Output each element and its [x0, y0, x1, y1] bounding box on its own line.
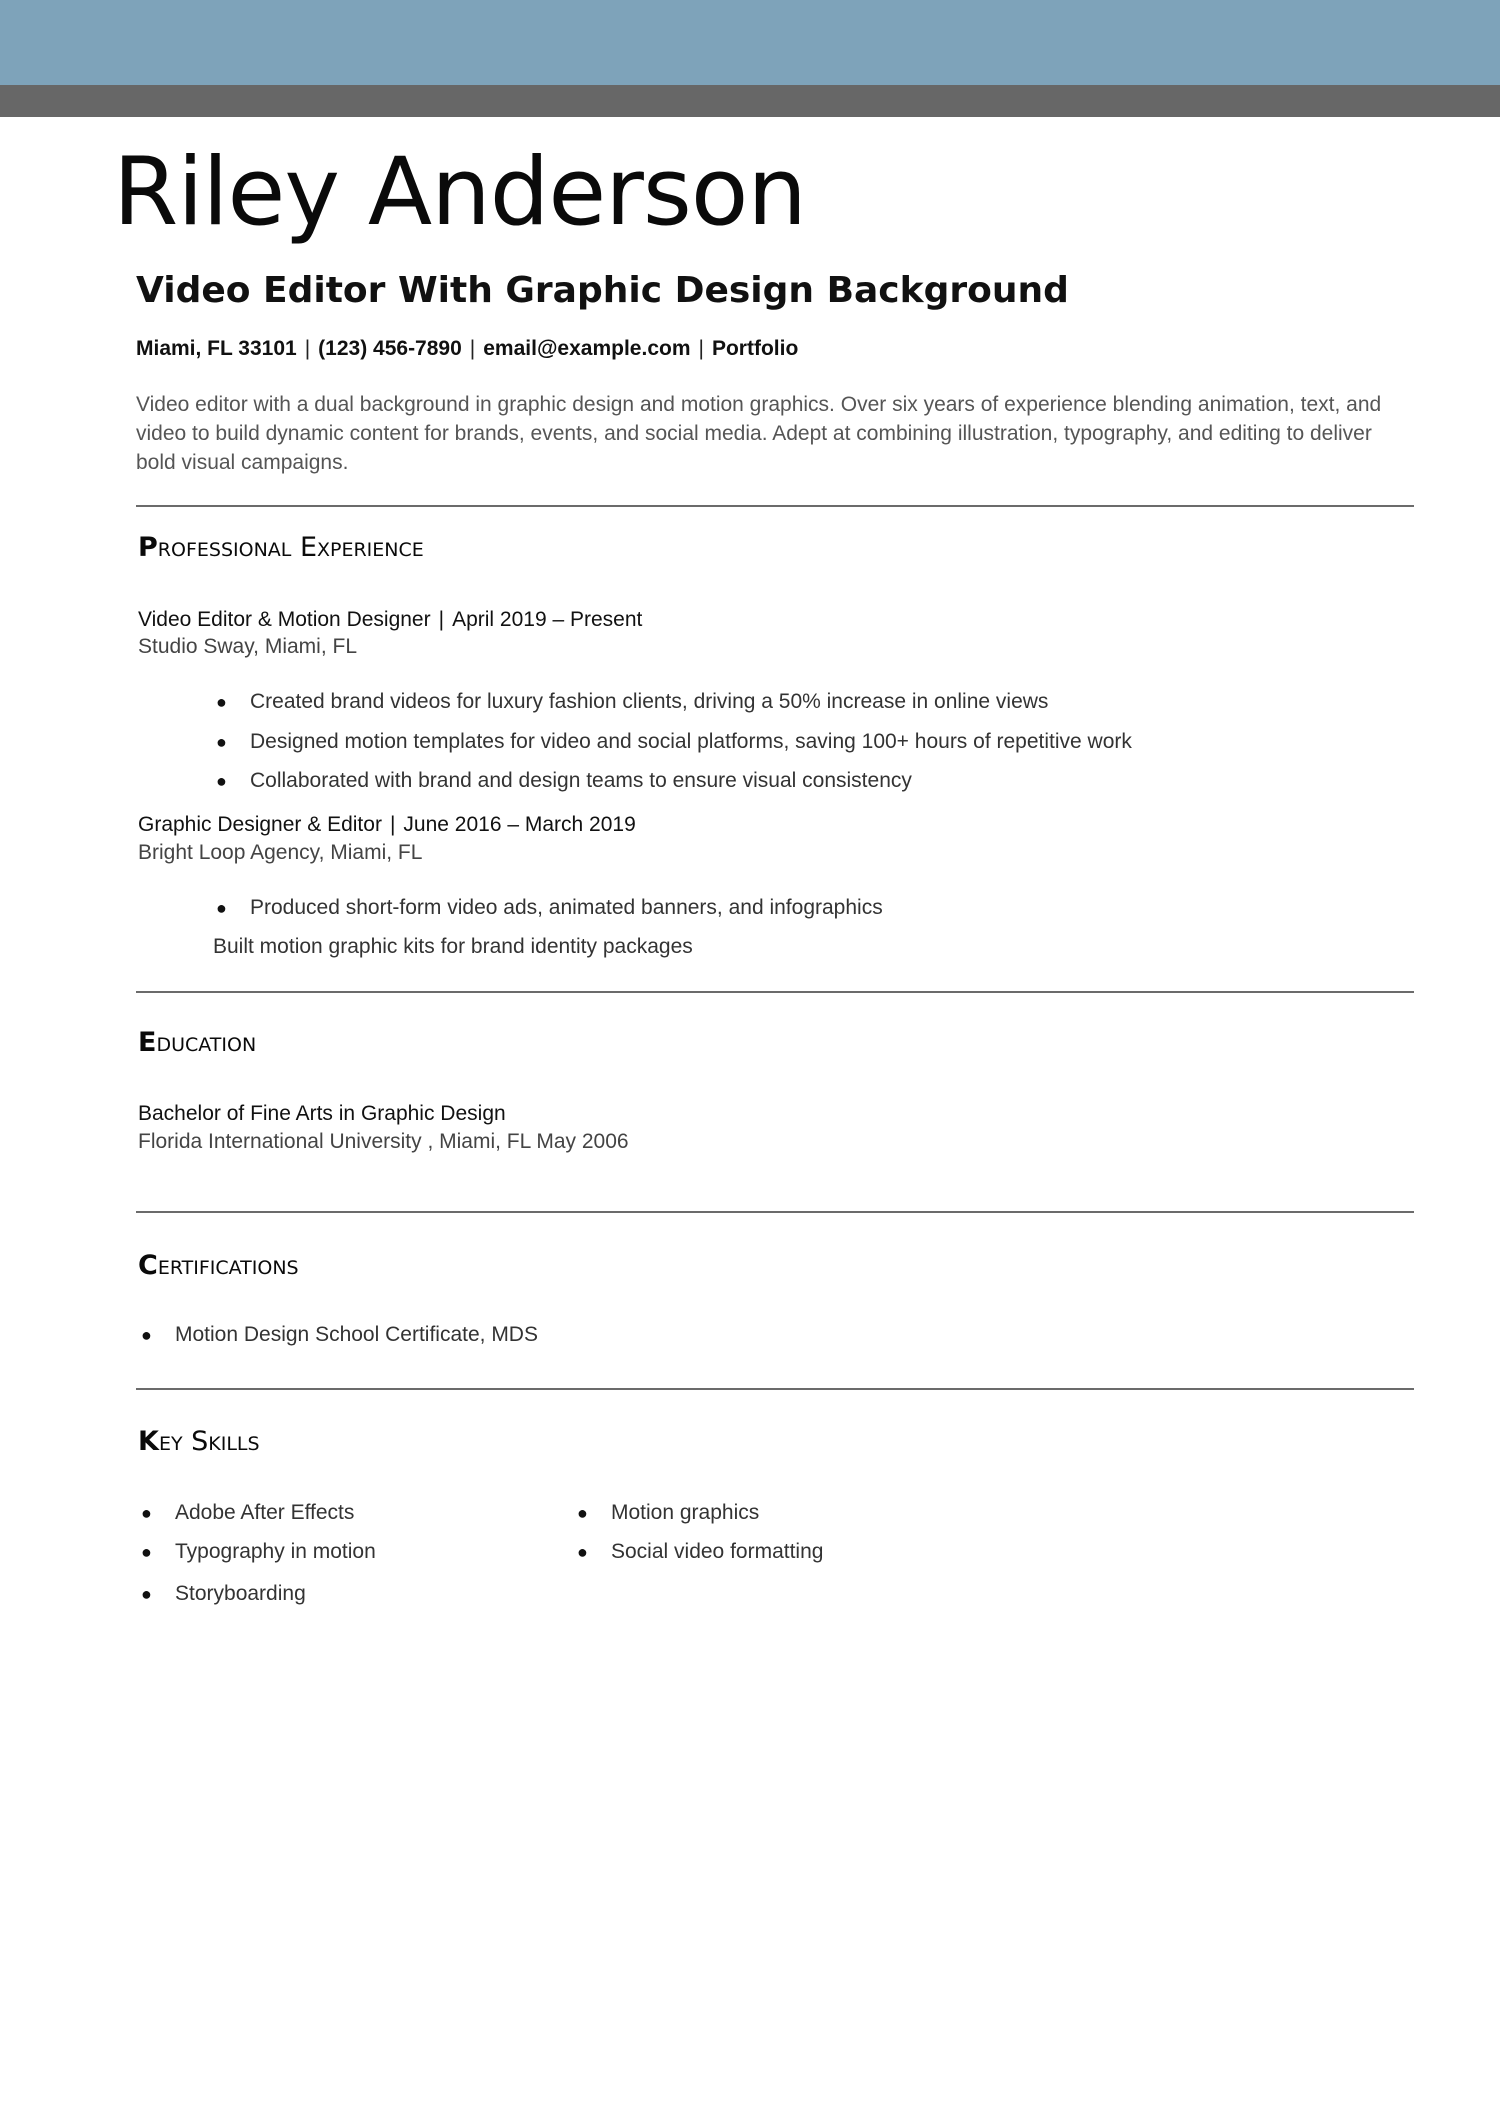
skill-item	[141, 1580, 306, 1608]
certification-text: Motion Design School Certificate, MDS	[175, 1323, 538, 1346]
skill-text: Storyboarding	[175, 1582, 306, 1605]
job-title-line	[138, 811, 636, 839]
bullet-icon: ●	[216, 898, 227, 918]
bullet-icon: ●	[141, 1542, 152, 1562]
contact-separator: |	[469, 337, 476, 360]
bullet-text: Collaborated with brand and design teams to ensure visual consistency	[250, 769, 912, 792]
contact-separator: |	[304, 337, 311, 360]
job-dates: April 2019 – Present	[452, 608, 643, 631]
skill-text: Motion graphics	[611, 1501, 760, 1524]
education-heading: Education	[138, 1027, 257, 1058]
bullet-icon: ●	[577, 1503, 588, 1523]
experience-heading: Professional Experience	[138, 532, 424, 563]
bullet-text: Produced short-form video ads, animated banners, and infographics	[250, 896, 883, 919]
skill-item	[141, 1499, 355, 1527]
contact-line	[136, 335, 798, 363]
experience-extra-line: Built motion graphic kits for brand identity packages	[213, 935, 693, 958]
bullet-icon: ●	[216, 732, 227, 752]
degree-title: Bachelor of Fine Arts in Graphic Design	[138, 1102, 506, 1125]
job-dates: June 2016 – March 2019	[403, 813, 636, 836]
job-title-line	[138, 606, 642, 634]
header-gray-band	[0, 85, 1500, 117]
title-separator: |	[389, 813, 396, 836]
skill-item	[141, 1538, 376, 1566]
experience-bullet	[216, 688, 1049, 716]
skill-item	[577, 1538, 824, 1566]
bullet-icon: ●	[141, 1584, 152, 1604]
portfolio-link[interactable]: Portfolio	[711, 337, 799, 360]
certifications-heading: Certifications	[138, 1250, 299, 1281]
bullet-icon: ●	[141, 1503, 152, 1523]
bullet-icon: ●	[216, 771, 227, 791]
bullet-text: Designed motion templates for video and social platforms, saving 100+ hours of repetitive work	[250, 730, 1132, 753]
skill-text: Typography in motion	[175, 1540, 376, 1563]
job-organization: Studio Sway, Miami, FL	[138, 635, 358, 658]
experience-bullet	[216, 767, 912, 795]
job-organization: Bright Loop Agency, Miami, FL	[138, 841, 423, 864]
certification-item	[141, 1321, 538, 1349]
title-separator: |	[438, 608, 445, 631]
bullet-icon: ●	[216, 692, 227, 712]
job-title: Video Editor & Motion Designer	[138, 608, 431, 631]
experience-bullet	[216, 894, 883, 922]
skill-item	[577, 1499, 760, 1527]
header-accent-band	[0, 0, 1500, 85]
contact-location: Miami, FL 33101	[136, 337, 297, 360]
professional-summary: Video editor with a dual background in graphic design and motion graphics. Over six years of experience blending animation, text, and video to build dynamic content for brands, events, and social media. Adept at combining illustration, typography, and editing to deliver bold visual campaigns.	[136, 393, 1382, 474]
candidate-name: Riley Anderson	[113, 138, 806, 247]
skill-text: Adobe After Effects	[175, 1501, 355, 1524]
bullet-icon: ●	[577, 1542, 588, 1562]
resume-headline: Video Editor With Graphic Design Background	[136, 270, 1069, 311]
section-divider	[136, 1211, 1414, 1213]
skills-heading: Key Skills	[138, 1426, 260, 1457]
contact-phone[interactable]: (123) 456-7890	[318, 337, 462, 360]
school-details: Florida International University , Miami, FL May 2006	[138, 1130, 629, 1153]
section-divider	[136, 1388, 1414, 1390]
bullet-text: Created brand videos for luxury fashion clients, driving a 50% increase in online views	[250, 690, 1049, 713]
skill-text: Social video formatting	[611, 1540, 824, 1563]
job-title: Graphic Designer & Editor	[138, 813, 382, 836]
section-divider	[136, 505, 1414, 507]
section-divider	[136, 991, 1414, 993]
bullet-icon: ●	[141, 1325, 152, 1345]
contact-email[interactable]: email@example.com	[483, 337, 691, 360]
contact-separator: |	[698, 337, 704, 360]
experience-bullet	[216, 728, 1132, 756]
